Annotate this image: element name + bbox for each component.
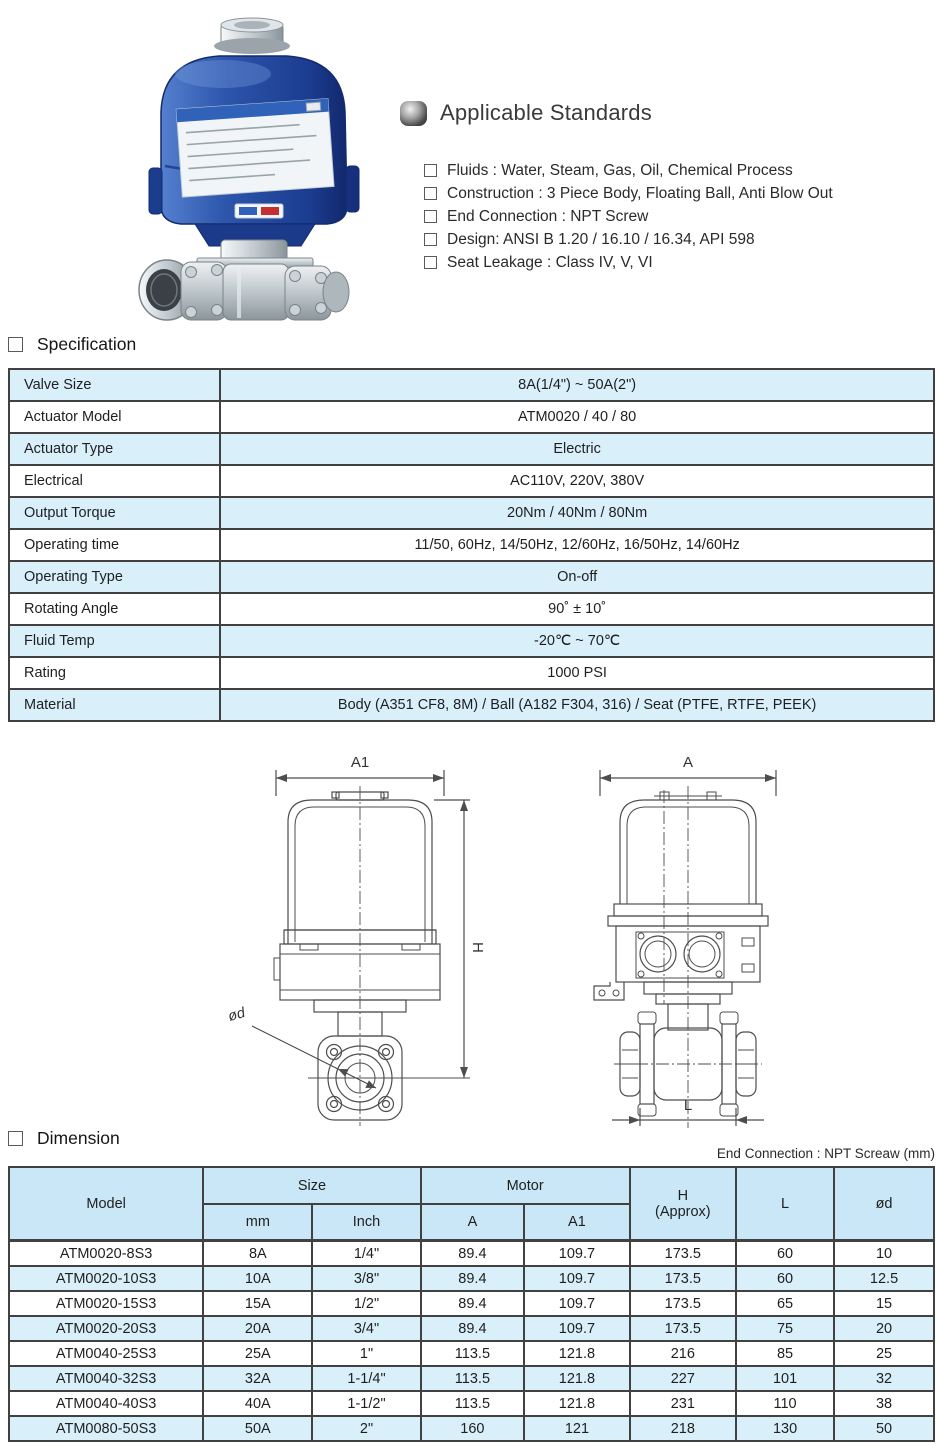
dimension-value-cell: 113.5 <box>421 1366 525 1391</box>
front-view-drawing <box>200 742 490 1137</box>
dimension-value-cell: 101 <box>736 1366 834 1391</box>
dimension-value-cell: 1-1/2" <box>312 1391 420 1416</box>
dimension-value-cell: 75 <box>736 1316 834 1341</box>
dimension-value-cell: 65 <box>736 1291 834 1316</box>
spec-row <box>9 657 934 689</box>
dimension-model-cell: ATM0040-40S3 <box>9 1391 203 1416</box>
dimension-value-cell: 60 <box>736 1241 834 1267</box>
dimension-value-cell: 231 <box>630 1391 736 1416</box>
dimension-model-cell: ATM0040-32S3 <box>9 1366 203 1391</box>
dimension-value-cell: 50 <box>834 1416 934 1441</box>
col-h <box>630 1167 736 1241</box>
dimension-value-cell: 32 <box>834 1366 934 1391</box>
spec-label: Output Torque <box>9 497 220 529</box>
dimension-title-text: Dimension <box>37 1128 120 1148</box>
spec-value: -20℃ ~ 70℃ <box>220 625 934 657</box>
standards-item <box>424 205 937 228</box>
side-view-length-label: L <box>683 1097 693 1114</box>
dimension-value-cell: 89.4 <box>421 1266 525 1291</box>
side-view-width-label: A <box>682 754 694 771</box>
dimension-value-cell: 160 <box>421 1416 525 1441</box>
dimension-value-cell: 121 <box>524 1416 629 1441</box>
spec-value: ATM0020 / 40 / 80 <box>220 401 934 433</box>
spec-row <box>9 625 934 657</box>
applicable-standards-header <box>400 100 937 126</box>
dimension-row <box>9 1341 934 1366</box>
front-view-height-label: H <box>469 942 486 953</box>
col-size-inch: Inch <box>312 1204 420 1241</box>
dimension-value-cell: 15 <box>834 1291 934 1316</box>
col-od: ød <box>834 1167 934 1241</box>
spec-value: Body (A351 CF8, 8M) / Ball (A182 F304, 316) / Seat (PTFE, RTFE, PEEK) <box>220 689 934 721</box>
dimension-value-cell: 109.7 <box>524 1291 629 1316</box>
dimension-model-cell: ATM0020-8S3 <box>9 1241 203 1267</box>
standards-item <box>424 251 937 274</box>
dimension-value-cell: 38 <box>834 1391 934 1416</box>
dimension-value-cell: 1/2" <box>312 1291 420 1316</box>
spec-label: Fluid Temp <box>9 625 220 657</box>
spec-label: Valve Size <box>9 369 220 401</box>
dimension-value-cell: 121.8 <box>524 1366 629 1391</box>
actuator-valve-photo-illustration <box>103 16 365 322</box>
spec-table-body <box>9 369 934 721</box>
dimension-value-cell: 173.5 <box>630 1241 736 1267</box>
dimension-value-cell: 1" <box>312 1341 420 1366</box>
dimension-value-cell: 109.7 <box>524 1241 629 1267</box>
checkbox-icon <box>424 187 437 200</box>
nameplate <box>176 99 334 197</box>
spec-value: 90˚ ± 10˚ <box>220 593 934 625</box>
dimension-value-cell: 50A <box>203 1416 312 1441</box>
dimension-row <box>9 1316 934 1341</box>
dimension-row <box>9 1291 934 1316</box>
dimension-value-cell: 25A <box>203 1341 312 1366</box>
standards-list <box>424 159 937 274</box>
spec-row <box>9 593 934 625</box>
dimension-row <box>9 1416 934 1441</box>
dimension-value-cell: 12.5 <box>834 1266 934 1291</box>
dimension-value-cell: 60 <box>736 1266 834 1291</box>
dimension-value-cell: 173.5 <box>630 1291 736 1316</box>
spec-value: 1000 PSI <box>220 657 934 689</box>
dimension-value-cell: 121.8 <box>524 1341 629 1366</box>
dimension-value-cell: 89.4 <box>421 1241 525 1267</box>
spec-row <box>9 497 934 529</box>
dimension-row <box>9 1391 934 1416</box>
dimension-value-cell: 89.4 <box>421 1316 525 1341</box>
dimension-value-cell: 3/4" <box>312 1316 420 1341</box>
dimension-value-cell: 1-1/4" <box>312 1366 420 1391</box>
applicable-standards-section <box>400 100 937 274</box>
spec-label: Operating Type <box>9 561 220 593</box>
standards-item-text: End Connection : NPT Screw <box>447 208 649 225</box>
dimension-title <box>8 1128 120 1149</box>
spec-row <box>9 561 934 593</box>
col-motor-a: A <box>421 1204 525 1241</box>
standards-item-text: Fluids : Water, Steam, Gas, Oil, Chemical Process <box>447 162 793 179</box>
end-connection-note: End Connection : NPT Screaw (mm) <box>716 1146 935 1161</box>
standards-item <box>424 228 937 251</box>
dimension-value-cell: 110 <box>736 1391 834 1416</box>
dimension-table-body <box>9 1241 934 1442</box>
dimension-value-cell: 20A <box>203 1316 312 1341</box>
dimension-value-cell: 15A <box>203 1291 312 1316</box>
checkbox-icon <box>424 164 437 177</box>
metal-bullet-icon <box>400 101 427 126</box>
spec-label: Electrical <box>9 465 220 497</box>
col-motor-group: Motor <box>421 1167 630 1204</box>
dimension-value-cell: 32A <box>203 1366 312 1391</box>
col-h-line2: (Approx) <box>655 1203 711 1220</box>
spec-value: On-off <box>220 561 934 593</box>
dimension-value-cell: 10A <box>203 1266 312 1291</box>
spec-row <box>9 689 934 721</box>
col-model: Model <box>9 1167 203 1241</box>
checkbox-icon <box>424 210 437 223</box>
col-motor-a1: A1 <box>524 1204 629 1241</box>
dimension-value-cell: 173.5 <box>630 1316 736 1341</box>
dimension-row <box>9 1241 934 1267</box>
product-photo <box>103 16 365 322</box>
dimension-value-cell: 2" <box>312 1416 420 1441</box>
dimension-value-cell: 113.5 <box>421 1391 525 1416</box>
col-h-line1: H <box>677 1187 689 1204</box>
dimension-value-cell: 218 <box>630 1416 736 1441</box>
dimension-value-cell: 89.4 <box>421 1291 525 1316</box>
dimension-value-cell: 173.5 <box>630 1266 736 1291</box>
spec-label: Rotating Angle <box>9 593 220 625</box>
standards-item-text: Construction : 3 Piece Body, Floating Ball, Anti Blow Out <box>447 185 833 202</box>
dimension-value-cell: 20 <box>834 1316 934 1341</box>
dimension-model-cell: ATM0020-20S3 <box>9 1316 203 1341</box>
spec-label: Operating time <box>9 529 220 561</box>
dimension-value-cell: 25 <box>834 1341 934 1366</box>
side-view-drawing <box>528 742 818 1137</box>
dimension-value-cell: 40A <box>203 1391 312 1416</box>
specification-table <box>8 368 935 722</box>
dimension-value-cell: 10 <box>834 1241 934 1267</box>
spec-row <box>9 401 934 433</box>
spec-row <box>9 369 934 401</box>
dimension-value-cell: 3/8" <box>312 1266 420 1291</box>
dimension-row <box>9 1266 934 1291</box>
checkbox-icon <box>8 1131 23 1146</box>
dimension-row <box>9 1366 934 1391</box>
dimension-model-cell: ATM0020-15S3 <box>9 1291 203 1316</box>
dimension-value-cell: 113.5 <box>421 1341 525 1366</box>
dimension-value-cell: 1/4" <box>312 1241 420 1267</box>
spec-row <box>9 465 934 497</box>
specification-title <box>8 334 136 355</box>
specification-title-text: Specification <box>37 334 137 354</box>
spec-row <box>9 433 934 465</box>
dimension-model-cell: ATM0080-50S3 <box>9 1416 203 1441</box>
dimension-table-header <box>9 1167 934 1241</box>
spec-value: Electric <box>220 433 934 465</box>
applicable-standards-title: Applicable Standards <box>440 100 652 125</box>
standards-item-text: Seat Leakage : Class IV, V, VI <box>447 254 653 271</box>
spec-value: 8A(1/4") ~ 50A(2") <box>220 369 934 401</box>
spec-label: Actuator Model <box>9 401 220 433</box>
dimension-value-cell: 121.8 <box>524 1391 629 1416</box>
col-size-mm: mm <box>203 1204 312 1241</box>
dimension-value-cell: 8A <box>203 1241 312 1267</box>
spec-label: Actuator Type <box>9 433 220 465</box>
dimension-table <box>8 1166 935 1442</box>
checkbox-icon <box>8 337 23 352</box>
dimension-model-cell: ATM0020-10S3 <box>9 1266 203 1291</box>
checkbox-icon <box>424 233 437 246</box>
front-view-bore-label: ød <box>226 1004 247 1025</box>
dimension-value-cell: 130 <box>736 1416 834 1441</box>
dimension-value-cell: 227 <box>630 1366 736 1391</box>
dimension-value-cell: 216 <box>630 1341 736 1366</box>
standards-item <box>424 182 937 205</box>
col-size-group: Size <box>203 1167 420 1204</box>
dimension-value-cell: 85 <box>736 1341 834 1366</box>
col-l: L <box>736 1167 834 1241</box>
spec-value: AC110V, 220V, 380V <box>220 465 934 497</box>
spec-row <box>9 529 934 561</box>
dimension-value-cell: 109.7 <box>524 1266 629 1291</box>
front-view-width-label: A1 <box>350 754 370 771</box>
spec-label: Material <box>9 689 220 721</box>
spec-label: Rating <box>9 657 220 689</box>
dimension-value-cell: 109.7 <box>524 1316 629 1341</box>
spec-value: 11/50, 60Hz, 14/50Hz, 12/60Hz, 16/50Hz, 14/60Hz <box>220 529 934 561</box>
checkbox-icon <box>424 256 437 269</box>
spec-value: 20Nm / 40Nm / 80Nm <box>220 497 934 529</box>
dimension-model-cell: ATM0040-25S3 <box>9 1341 203 1366</box>
standards-item-text: Design: ANSI B 1.20 / 16.10 / 16.34, API 598 <box>447 231 755 248</box>
standards-item <box>424 159 937 182</box>
